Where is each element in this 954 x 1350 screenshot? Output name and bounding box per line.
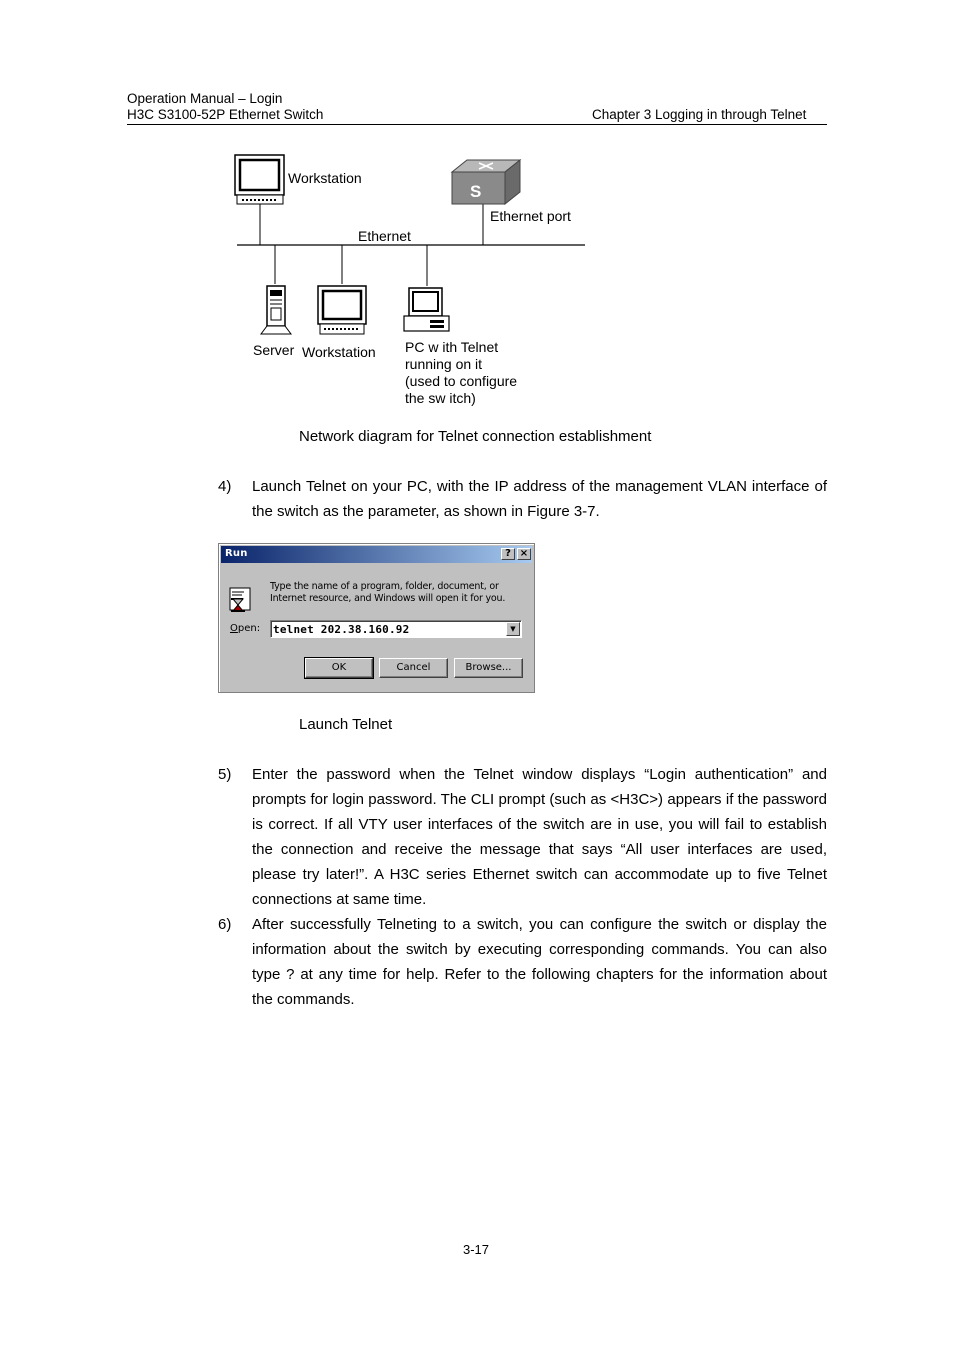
step-5: [218, 762, 827, 912]
figure-caption-launch-telnet: Launch Telnet: [299, 716, 393, 733]
pc-label-line2: running on it: [405, 356, 483, 372]
step-6: [218, 912, 827, 1012]
run-dialog-title: Run: [225, 548, 248, 559]
open-command-input[interactable]: [270, 620, 522, 638]
header-product-name: H3C S3100-52P Ethernet Switch: [127, 107, 324, 122]
open-label-rest: pen:: [237, 623, 261, 634]
chevron-down-icon[interactable]: ▼: [506, 622, 520, 636]
ethernet-port-label: Ethernet port: [490, 208, 571, 224]
step-6-text: After successfully Telneting to a switch, you can configure the switch or display the information about the switch by executing corresponding commands. You can also type ? at any time for help. Refer to the following chapters for the information about the commands.: [252, 916, 827, 1008]
step-6-number: 6): [218, 916, 232, 933]
step-4-text: Launch Telnet on your PC, with the IP address of the management VLAN interface of the switch as the parameter, as shown in Figure 3-7.: [252, 478, 827, 520]
pc-label-line3: (used to configure: [405, 373, 518, 389]
run-dialog-description: Type the name of a program, folder, document, or Internet resource, and Windows will open it for you.: [270, 581, 506, 604]
open-label-accelerator: O: [230, 623, 238, 634]
close-button[interactable]: ×: [517, 548, 531, 560]
step-4: [218, 474, 827, 524]
pc-label-line4: the sw itch): [405, 390, 476, 406]
step-5-text: Enter the password when the Telnet window displays “Login authentication” and prompts for login password. The CLI prompt (such as <H3C>) appears if the password is correct. If all VTY user interfaces of the switch are in use, you will fail to establish the connection and receive the message that says “All user interfaces are used, please try later!”. A H3C series Ethernet switch can accommodate up to five Telnet connections at same time.: [252, 766, 827, 908]
switch-icon: [452, 160, 520, 204]
cancel-button[interactable]: Cancel: [379, 658, 448, 678]
page-number: 3-17: [463, 1242, 490, 1257]
ok-button[interactable]: OK: [305, 658, 373, 678]
workstation-bottom-label: Workstation: [302, 344, 376, 360]
hourglass-icon: [228, 580, 252, 612]
run-dialog-titlebar[interactable]: [221, 546, 532, 563]
workstation-bottom-icon: [318, 286, 366, 334]
step-5-number: 5): [218, 766, 232, 783]
figure-caption-network: Network diagram for Telnet connection establishment: [299, 428, 652, 445]
help-button[interactable]: ?: [501, 548, 515, 560]
workstation-top-label: Workstation: [288, 170, 362, 186]
header-manual-title: Operation Manual – Login: [127, 91, 283, 106]
ethernet-label: Ethernet: [358, 228, 411, 244]
header-rule: [127, 124, 827, 125]
open-label: [230, 623, 260, 634]
pc-label-line1: PC w ith Telnet: [405, 339, 499, 355]
svg-text:S: S: [470, 182, 482, 201]
pc-icon: [404, 288, 449, 331]
server-label: Server: [253, 342, 295, 358]
run-dialog: [218, 543, 535, 693]
server-icon: [261, 286, 291, 334]
browse-button[interactable]: Browse...: [454, 658, 523, 678]
header-chapter-title: Chapter 3 Logging in through Telnet: [592, 107, 807, 122]
open-command-value: telnet 202.38.160.92: [273, 623, 410, 636]
step-4-number: 4): [218, 478, 232, 495]
network-diagram: [220, 150, 600, 350]
workstation-top-icon: [235, 155, 284, 204]
